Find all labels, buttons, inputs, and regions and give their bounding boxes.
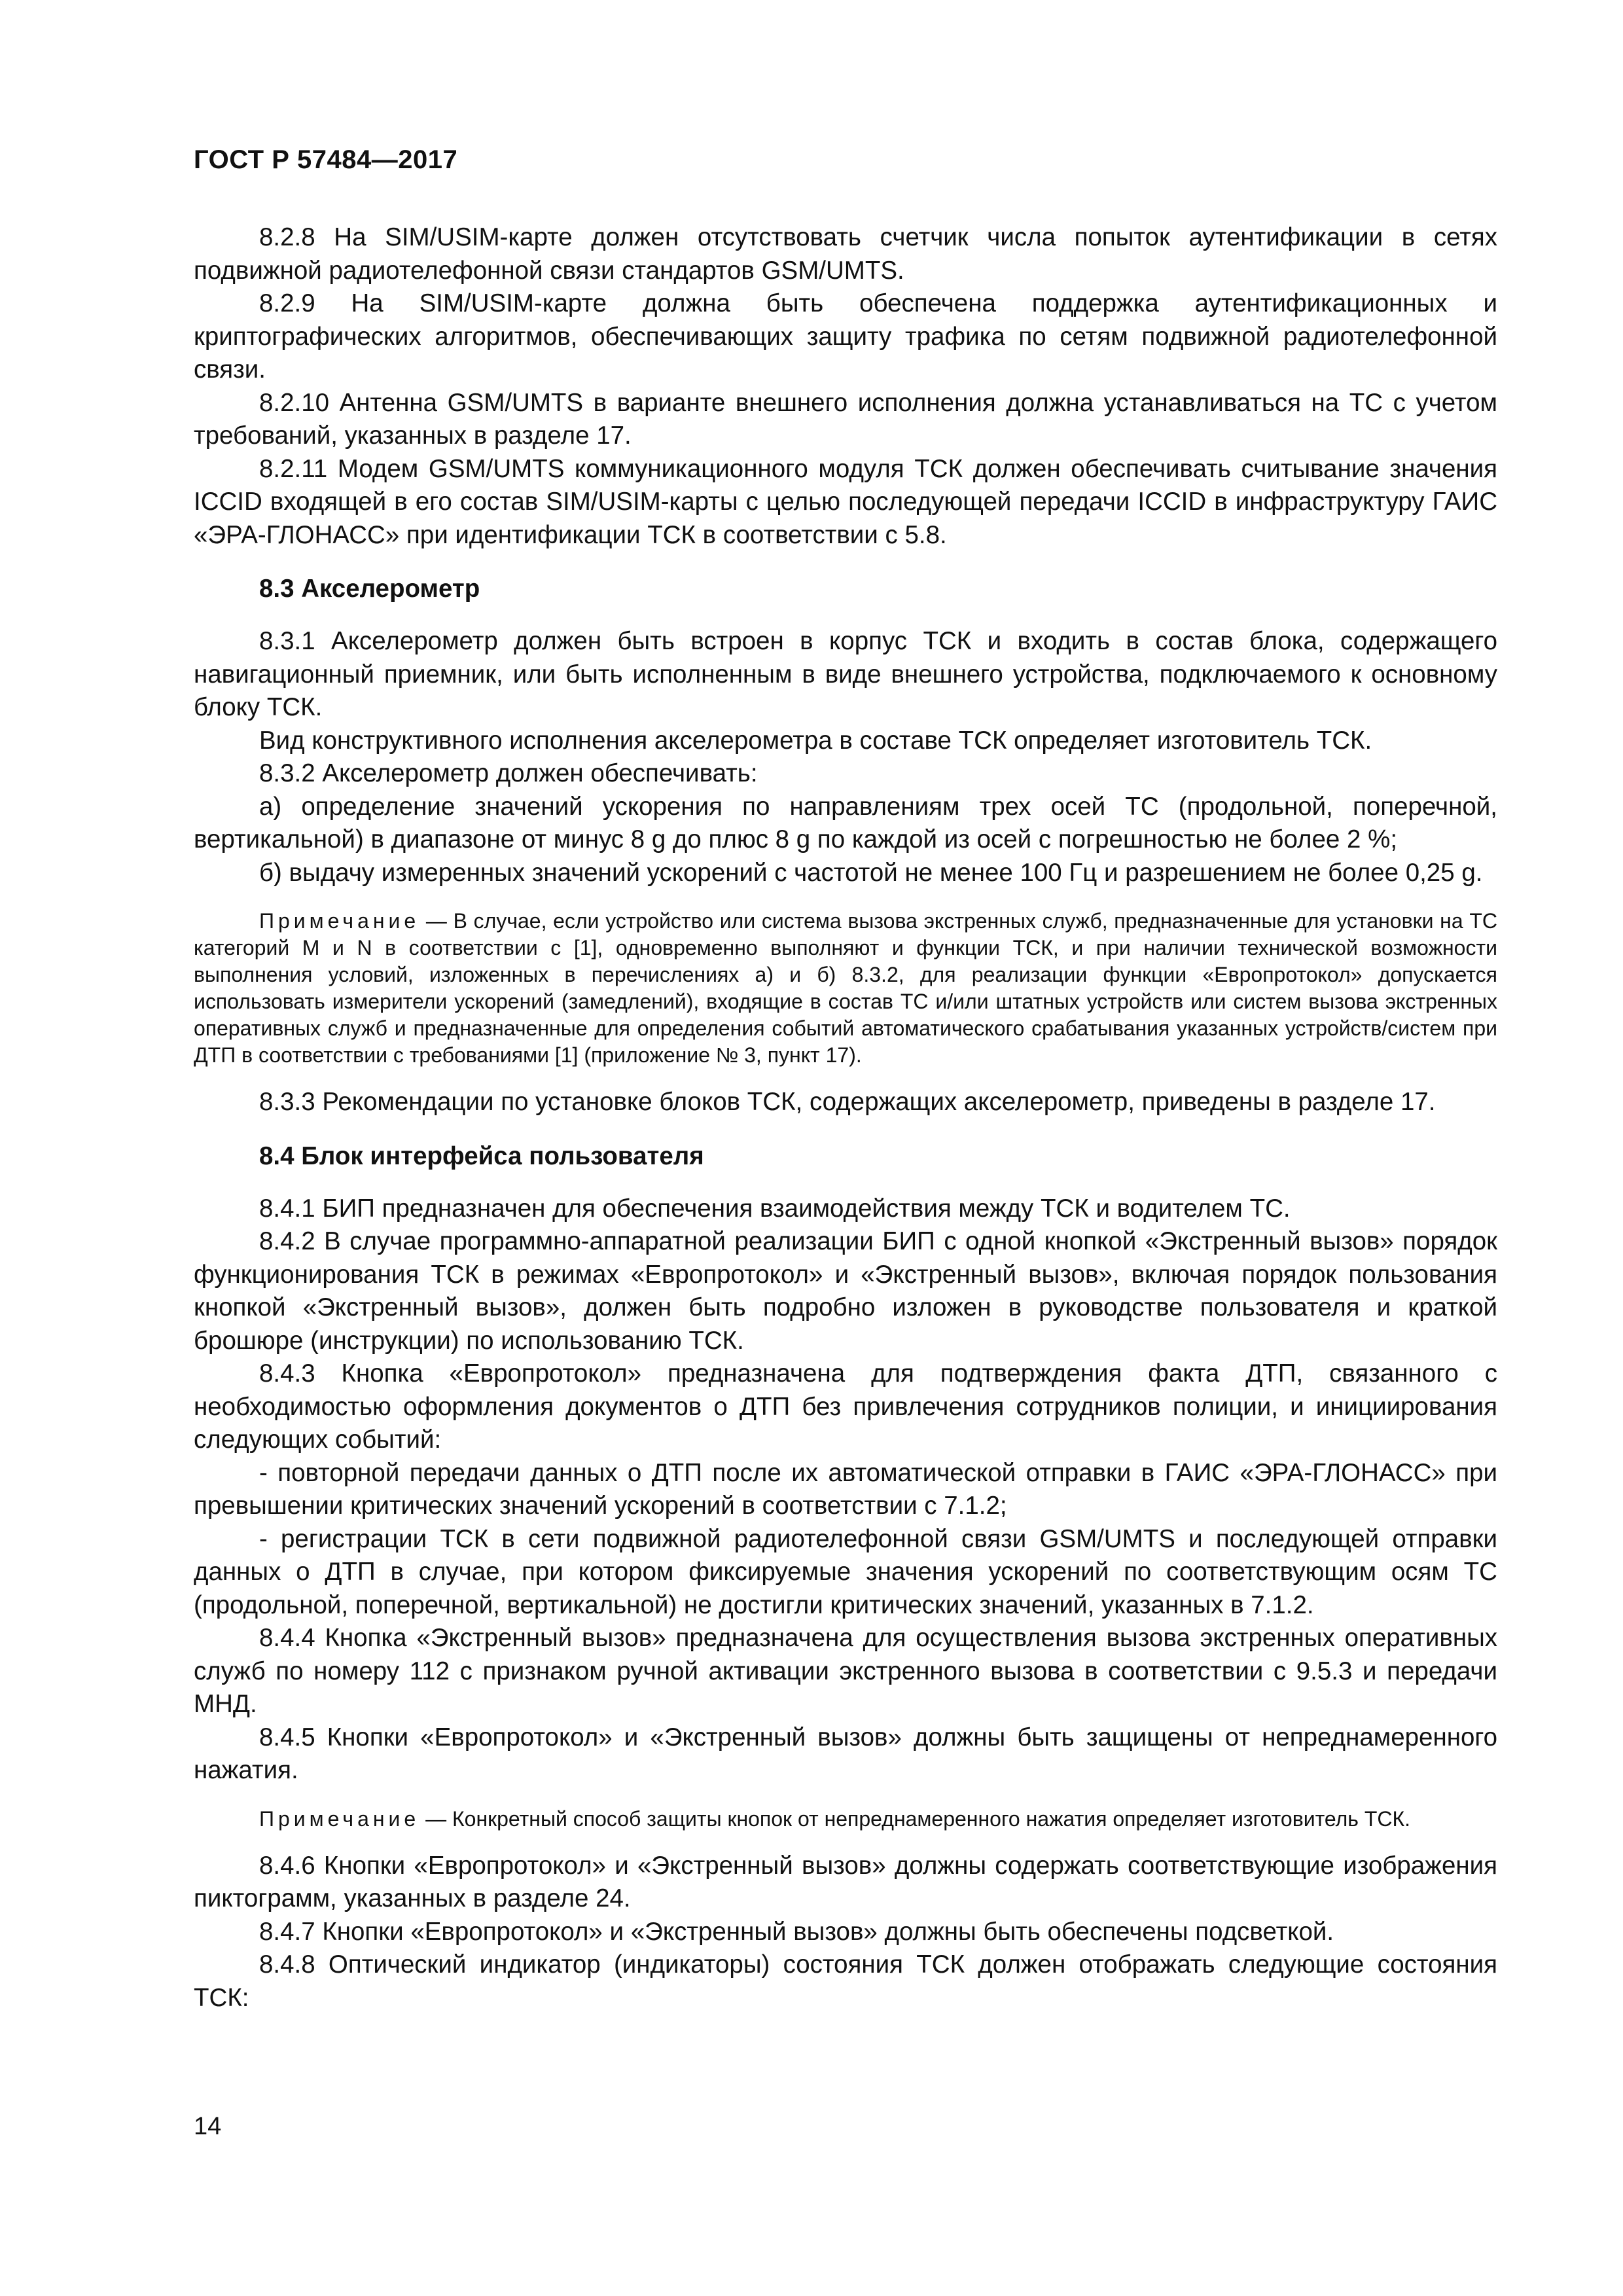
list-item-dash-1: - повторной передачи данных о ДТП после их автоматической отправки в ГАИС «ЭРА-ГЛОНАСС» при превышении критических значений ускорений в соответствии с 7.1.2; [194,1458,1497,1520]
note-text: — В случае, если устройство или система вызова экстренных служб, предназначенные для установки на ТС категорий М и N в соответствии с [1], одновременно выполняют и функции ТСК, и при наличии технической возможности выполнения условий, изложенных в перечислениях а) и б) 8.3.2, для реализации функции «Европротокол» допускается использовать измерители ускорений (замедлений), входящие в состав ТС и/или штатных устройств или систем вызова экстренных оперативных служб и предназначенные для определения событий автоматического срабатывания указанных устройств/систем при ДТП в соответствии с требованиями [1] (приложение № 3, пункт 17). [194,909,1497,1067]
list-item-a: а) определение значений ускорения по направлениям трех осей ТС (продольной, поперечной, вертикальной) в диапазоне от минус 8 g до плюс 8 g по каждой из осей с погрешностью не более 2 %; [194,792,1497,853]
page-number: 14 [194,2113,222,2140]
paragraph-8-3-1: 8.3.1 Акселерометр должен быть встроен в корпус ТСК и входить в состав блока, содержащего навигационный приемник, или быть исполненным в виде внешнего устройства, подключаемого к основному блоку ТСК. [194,627,1497,721]
paragraph-8-3-2: 8.3.2 Акселерометр должен обеспечивать: [259,759,758,787]
paragraph-8-3-3: 8.3.3 Рекомендации по установке блоков ТСК, содержащих акселерометр, приведены в разделе 17. [259,1088,1436,1116]
paragraph-8-4-3: 8.4.3 Кнопка «Европротокол» предназначена для подтверждения факта ДТП, связанного с необходимостью оформления документов о ДТП без привлечения сотрудников полиции, и инициирования следующих событий: [194,1359,1497,1454]
document-header: ГОСТ Р 57484—2017 [194,145,458,174]
paragraph-8-4-6: 8.4.6 Кнопки «Европротокол» и «Экстренный вызов» должны содержать соответствующие изображения пиктограмм, указанных в разделе 24. [194,1851,1497,1912]
note-label: Примечание [259,909,420,933]
paragraph-8-2-11: 8.2.11 Модем GSM/UMTS коммуникационного модуля ТСК должен обеспечивать считывание значения ICCID входящей в его состав SIM/USIM-карты с целью последующей передачи ICCID в инфраструктуру ГАИС «ЭРА-ГЛОНАСС» при идентификации ТСК в соответствии с 5.8. [194,454,1497,549]
list-item-b: б) выдачу измеренных значений ускорений с частотой не менее 100 Гц и разрешением не более 0,25 g. [259,858,1483,887]
paragraph-8-2-10: 8.2.10 Антенна GSM/UMTS в варианте внешнего исполнения должна устанавливаться на ТС с учетом требований, указанных в разделе 17. [194,388,1497,450]
note-buttons [194,1806,1497,1833]
paragraph-8-4-8: 8.4.8 Оптический индикатор (индикаторы) состояния ТСК должен отображать следующие состояния ТСК: [194,1950,1497,2012]
section-heading-8-3: 8.3 Акселерометр [259,575,480,603]
note-label: Примечание [259,1806,420,1831]
paragraph-8-4-1: 8.4.1 БИП предназначен для обеспечения взаимодействия между ТСК и водителем ТС. [259,1194,1291,1223]
paragraph-8-2-9: 8.2.9 На SIM/USIM-карте должна быть обеспечена поддержка аутентификационных и криптографических алгоритмов, обеспечивающих защиту трафика по сетям подвижной радиотелефонной связи. [194,289,1497,384]
document-body [194,221,1497,2015]
note-text: — Конкретный способ защиты кнопок от непреднамеренного нажатия определяет изготовитель ТСК. [419,1806,1411,1831]
section-heading-8-4: 8.4 Блок интерфейса пользователя [259,1141,704,1170]
paragraph-8-4-7: 8.4.7 Кнопки «Европротокол» и «Экстренный вызов» должны быть обеспечены подсветкой. [259,1917,1334,1946]
paragraph-8-3-1-design: Вид конструктивного исполнения акселерометра в составе ТСК определяет изготовитель ТСК. [259,726,1372,755]
paragraph-8-4-2: 8.4.2 В случае программно-аппаратной реализации БИП с одной кнопкой «Экстренный вызов» порядок функционирования ТСК в режимах «Европротокол» и «Экстренный вызов», включая порядок пользования кнопкой «Экстренный вызов», должен быть подробно изложен в руководстве пользователя и краткой брошюре (инструкции) по использованию ТСК. [194,1227,1497,1355]
paragraph-8-2-8: 8.2.8 На SIM/USIM-карте должен отсутствовать счетчик числа попыток аутентификации в сетях подвижной радиотелефонной связи стандартов GSM/UMTS. [194,223,1497,285]
paragraph-8-4-5: 8.4.5 Кнопки «Европротокол» и «Экстренный вызов» должны быть защищены от непреднамеренного нажатия. [194,1723,1497,1784]
paragraph-8-4-4: 8.4.4 Кнопка «Экстренный вызов» предназначена для осуществления вызова экстренных оперативных служб по номеру 112 с признаком ручной активации экстренного вызова в соответствии с 9.5.3 и передачи МНД. [194,1624,1497,1718]
list-item-dash-2: - регистрации ТСК в сети подвижной радиотелефонной связи GSM/UMTS и последующей отправки данных о ДТП в случае, при котором фиксируемые значения ускорений по соответствующим осям ТС (продольной, поперечной, вертикальной) не достигли критических значений, указанных в 7.1.2. [194,1524,1497,1619]
note-accelerometer [194,908,1497,1069]
